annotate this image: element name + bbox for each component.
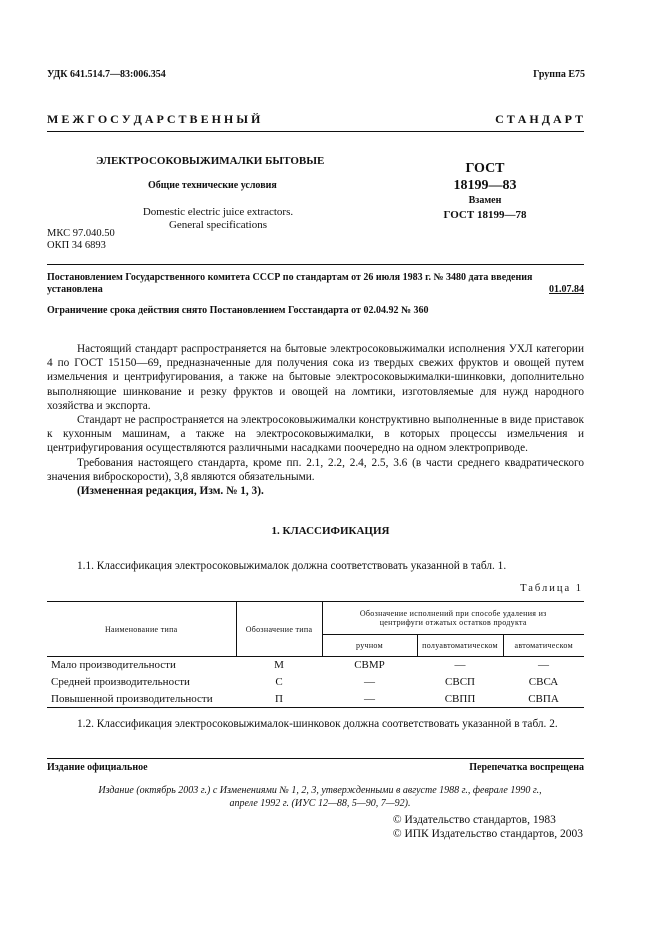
- col-header-type-name: Наименование типа: [47, 602, 236, 657]
- copyright: [393, 814, 583, 841]
- col-header-group-line2: центрифуги отжатых остатков продукта: [379, 618, 527, 627]
- cell-auto: —: [538, 659, 549, 672]
- section-heading-classification: 1. КЛАССИФИКАЦИЯ: [271, 525, 390, 537]
- intro-paragraph-3: Требования настоящего стандарта, кроме пп. 2.1, 2.2, 2.4, 2.5, 3.6 (в части среднего квадратического значения виброскорости), 3,8 являются обязательными.: [47, 456, 584, 483]
- document-subtitle: Общие технические условия: [148, 180, 277, 191]
- clause-1-2-text: 1.2. Классификация электросоковыжималок-шинковок должна соответствовать указанной в табл. 2.: [77, 718, 558, 730]
- reprint-prohibited: Перепечатка воспрещена: [469, 762, 584, 773]
- edition-note-line1: Издание (октябрь 2003 г.) с Изменениями № 1, 2, 3, утвержденными в августе 1988 г., феврале 1990 г.,: [98, 785, 542, 796]
- gost-block: [415, 160, 555, 223]
- official-edition: Издание официальное: [47, 762, 148, 773]
- document-title: ЭЛЕКТРОСОКОВЫЖИМАЛКИ БЫТОВЫЕ: [96, 155, 325, 167]
- col-header-group: [322, 602, 584, 635]
- cell-type-name: Средней производительности: [51, 676, 190, 688]
- cell-semi: —: [454, 659, 466, 672]
- cell-auto: СВСА: [528, 676, 559, 688]
- limit-note: Ограничение срока действия снято Постановлением Госстандарта от 02.04.92 № 360: [47, 305, 429, 316]
- table-label: Таблица 1: [520, 583, 583, 594]
- banner-rule: [47, 131, 584, 132]
- cell-type-name: Мало производительности: [51, 659, 176, 672]
- decree-line2: установлена: [47, 284, 103, 295]
- edition-note: [60, 784, 580, 810]
- footer-rule: [47, 758, 584, 759]
- cell-manual: СВМР: [354, 659, 385, 672]
- col-header-auto: автоматическом: [503, 635, 584, 657]
- col-header-semi: полуавтоматическом: [417, 635, 503, 657]
- decree: [47, 272, 584, 296]
- cell-type-code: С: [275, 676, 283, 688]
- okp-code: ОКП 34 6893: [47, 240, 106, 251]
- copyright-2003: © ИПК Издательство стандартов, 2003: [392, 827, 583, 840]
- english-title: [118, 206, 318, 232]
- clause-1-2: [47, 717, 584, 731]
- effective-date: 01.07.84: [549, 284, 584, 295]
- cell-type-name: Повышенной производительности: [47, 691, 236, 708]
- intro-text: [47, 342, 584, 498]
- cell-type-code: М: [274, 659, 284, 672]
- amendment-note: (Измененная редакция, Изм. № 1, 3).: [77, 485, 264, 498]
- cell-manual: —: [322, 691, 417, 708]
- clause-1-1: 1.1. Классификация электросоковыжималок должна соответствовать указанной в табл. 1.: [77, 560, 507, 572]
- cell-semi: СВСП: [445, 676, 475, 688]
- gost-number: 18199—83: [453, 178, 517, 193]
- table-row: [47, 674, 584, 691]
- copyright-1983: © Издательство стандартов, 1983: [392, 814, 556, 826]
- group-code: Группа Е75: [533, 69, 585, 80]
- english-title-line2: General specifications: [168, 219, 268, 231]
- banner-right: С Т А Н Д А Р Т: [495, 112, 583, 126]
- interstate-standard-banner: [47, 112, 583, 127]
- classification-codes: [47, 228, 115, 252]
- cell-auto: СВПА: [503, 691, 584, 708]
- table-row: [47, 691, 584, 708]
- mks-code: МКС 97.040.50: [47, 228, 115, 239]
- banner-left: М Е Ж Г О С У Д А Р С Т В Е Н Н Ы Й: [47, 112, 261, 126]
- col-header-group-line1: Обозначение исполнений при способе удаления из: [359, 609, 547, 618]
- classification-table: [47, 601, 584, 708]
- decree-line1: Постановлением Государственного комитета СССР по стандартам от 26 июля 1983 г. № 3480 дата введения: [47, 272, 533, 283]
- old-gost: ГОСТ 18199—78: [443, 209, 527, 221]
- udk-code: УДК 641.514.7—83:006.354: [47, 69, 166, 80]
- cell-manual: —: [364, 676, 375, 688]
- table-row: [47, 657, 584, 674]
- english-title-line1: Domestic electric juice extractors.: [142, 206, 294, 218]
- intro-paragraph-1: Настоящий стандарт распространяется на бытовые электросоковыжималки исполнения УХЛ категории 4 по ГОСТ 15150—69, предназначенные для получения сока из твердых свежих фруктов и овощей путем измельчения и центрифугирования, а также на бытовые электросоковыжималки-шинковки, дополнительно выполняющие шинкование и резку фруктов и овощей на ломтики, изготовляемые для нужд народного хозяйства и экспорта.: [47, 343, 584, 412]
- cell-semi: СВПП: [417, 691, 503, 708]
- replaces-label: Взамен: [468, 195, 502, 206]
- decree-rule: [47, 264, 584, 265]
- cell-type-code: П: [236, 691, 322, 708]
- col-header-manual: ручном: [322, 635, 417, 657]
- gost-label: ГОСТ: [465, 161, 505, 176]
- col-header-type-code: Обозначение типа: [236, 602, 322, 657]
- edition-note-line2: апреле 1992 г. (ИУС 12—88, 5—90, 7—92).: [229, 798, 411, 809]
- intro-paragraph-2: Стандарт не распространяется на электросоковыжималки конструктивно выполненные в виде приставок к кухонным машинам, а также на электросоковыжималки, в которых процессы измельчения и центрифугирования осуществляются различными насадками поочередно на одном электроприводе.: [47, 414, 584, 455]
